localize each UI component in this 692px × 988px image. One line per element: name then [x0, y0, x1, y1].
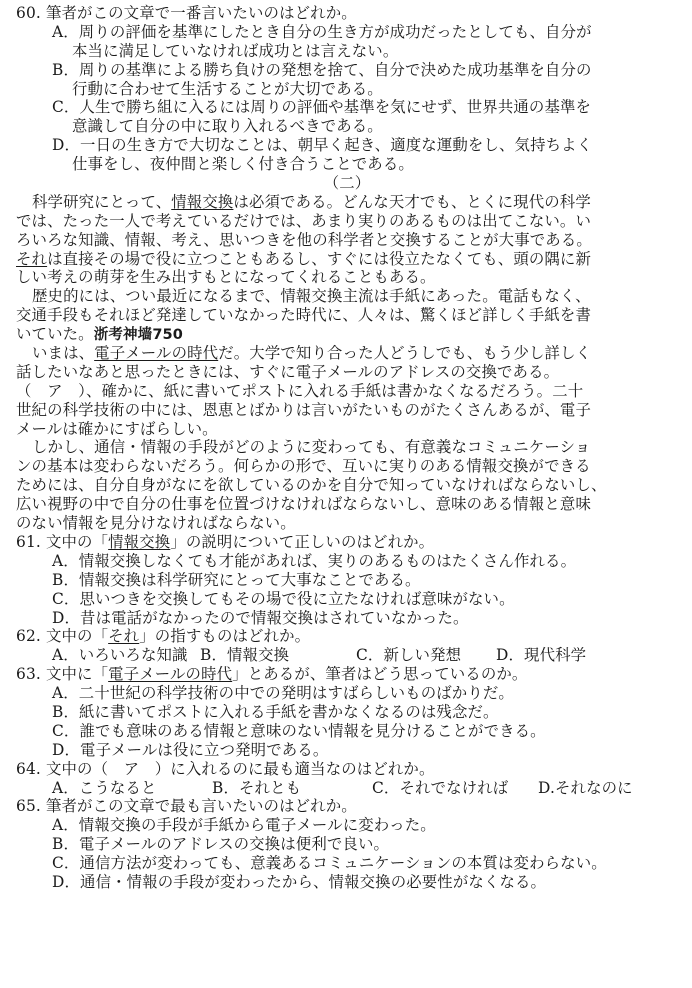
q61-stem: [16, 533, 678, 552]
passage-line: ンの基本は変わらないだろう。何らかの形で、互いに実りのある情報交換ができる: [16, 457, 591, 476]
q64-option-a: A．こうなると: [52, 778, 157, 797]
stem-text: 63. 文中に「: [16, 665, 109, 684]
passage-line: しかし、通信・情報の手段がどのように変わっても、有意義なコミュニケーショ: [32, 438, 591, 457]
q62-option-c: C．新しい発想: [356, 646, 462, 665]
passage-line: [16, 193, 678, 212]
underlined-term: それ: [108, 627, 140, 646]
q63-option-c: C．誰でも意味のある情報と意味のない情報を見分けることができる。: [52, 721, 546, 740]
underlined-term-denshi-mail: 電子メールの時代: [94, 344, 219, 363]
section-title: （二）: [323, 174, 371, 193]
q62-options-row: [16, 646, 678, 665]
q60-option-b: B．周りの基準による勝ち負けの発想を捨て、自分で決めた成功基準を自分の: [52, 60, 592, 79]
q62-stem: [16, 627, 678, 646]
q65-option-a: A．情報交換の手段が手紙から電子メールに変わった。: [52, 816, 436, 835]
q65-option-b: B．電子メールのアドレスの交換は便利で良い。: [52, 835, 390, 854]
q65-option-c: C．通信方法が変わっても、意義あるコミュニケーションの本質は変わらない。: [52, 854, 607, 873]
passage-text: は必須である。どんな天才でも、とくに現代の科学: [233, 192, 591, 211]
stem-text: 61. 文中の「: [16, 532, 109, 551]
passage-line: ろいろな知識、情報、考え、思いつきを他の科学者と交換することが大事である。: [16, 230, 592, 249]
passage-line: のない情報を見分けなければならない。: [16, 514, 296, 533]
passage-text: は直接その場で役に立つこともあるし、すぐには役立たなくても、頭の隅に新: [47, 249, 592, 268]
q60-stem: 60. 筆者がこの文章で一番言いたいのはどれか。: [16, 4, 357, 22]
q60-option-c-cont: 意識して自分の中に取り入れるべきである。: [72, 117, 383, 136]
passage-line: [16, 250, 678, 269]
q61-option-c: C．思いつきを交換してもその場で役に立たなければ意味がない。: [52, 589, 515, 608]
q63-option-b: B．紙に書いてポストに入れる手紙を書かなくなるのは残念だ。: [52, 702, 499, 721]
q64-option-c: C．それでなければ: [372, 778, 509, 797]
q60-option-a: A．周りの評価を基準にしたとき自分の生き方が成功だったとしても、自分が: [52, 22, 592, 41]
underlined-term-jouhou-koukan: 情報交換: [171, 192, 234, 211]
q62-option-d: D．現代科学: [496, 646, 587, 665]
q60-option-a-cont: 本当に満足していなければ成功とは言えない。: [72, 41, 399, 60]
passage-line: （ ア ）、確かに、紙に書いてポストに入れる手紙は書かなくなるだろう。二十: [16, 381, 584, 400]
q62-option-b: B．情報交換: [200, 646, 290, 665]
passage-line: しい考えの萌芽を生み出すもとになってくれることもある。: [16, 268, 436, 287]
q64-option-b: B．それとも: [212, 778, 302, 797]
passage-line: [16, 325, 678, 344]
q64-stem: 64. 文中の（ ア ）に入れるのに最も適当なのはどれか。: [16, 759, 435, 778]
q63-stem: [16, 665, 678, 684]
q60-option-b-cont: 行動に合わせて生活することが大切である。: [72, 79, 383, 98]
q60-option-c: C．人生で勝ち組に入るには周りの評価や基準を気にせず、世界共通の基準を: [52, 98, 592, 117]
q65-stem: 65. 筆者がこの文章で最も言いたいのはどれか。: [16, 797, 357, 816]
passage-line: では、たった一人で考えているだけでは、あまり実りのあるものは出てこない。い: [16, 211, 592, 230]
underlined-term-sore: それ: [16, 249, 48, 268]
passage-text: だ。大学で知り合った人どうしでも、もう少し詳しく: [218, 344, 592, 363]
q61-option-a: A．情報交換しなくても才能があれば、実りのあるものはたくさん作れる。: [52, 551, 577, 570]
stem-text: 」の説明について正しいのはどれか。: [170, 532, 435, 551]
q65-option-d: D．通信・情報の手段が変わったから、情報交換の必要性がなくなる。: [52, 872, 547, 891]
passage-line: 歴史的には、つい最近になるまで、情報交換主流は手紙にあった。電話もなく、: [32, 287, 591, 306]
q61-option-b: B．情報交換は科学研究にとって大事なことである。: [52, 570, 421, 589]
passage-line: 話したいなあと思ったときには、すぐに電子メールのアドレスの交換である。: [16, 362, 560, 381]
passage-line: 世紀の科学技術の中には、恩恵とばかりは言いがたいものがたくさんあるが、電子: [16, 400, 592, 419]
passage-line: メールは確かにすばらしい。: [16, 419, 218, 438]
q64-options-row: [16, 779, 678, 798]
underlined-term: 電子メールの時代: [108, 665, 233, 684]
q64-option-d: D.それなのに: [538, 778, 633, 797]
underlined-term: 情報交換: [108, 532, 171, 551]
passage-line: 交通手段もそれほど発達していなかった時代に、人々は、驚くほど詳しく手紙を書: [16, 306, 592, 325]
passage-text: 科学研究にとって、: [32, 192, 172, 211]
passage-text: いていた。: [16, 325, 94, 344]
passage-line: 広い視野の中で自分の仕事を位置づけなければならないし、意味のある情報と意味: [16, 495, 592, 514]
passage-text: いまは、: [32, 344, 95, 363]
q60-option-d-cont: 仕事をし、夜仲間と楽しく付き合うことである。: [72, 155, 414, 174]
q62-option-a: A．いろいろな知識: [52, 646, 188, 665]
q63-option-d: D．電子メールは役に立つ発明である。: [52, 740, 329, 759]
watermark-text: 浙考神墙750: [93, 327, 184, 344]
stem-text: 」の指すものはどれか。: [139, 627, 311, 646]
q60-option-d: D．一日の生き方で大切なことは、朝早く起き、適度な運動をし、気持ちよく: [52, 136, 593, 155]
stem-text: 」とあるが、筆者はどう思っているのか。: [232, 665, 528, 684]
q63-option-a: A．二十世紀の科学技術の中での発明はすばらしいものばかりだ。: [52, 684, 514, 703]
passage-line: ためには、自分自身がなにを欲しているのかを自分で知っていなければならないし、: [16, 476, 607, 495]
passage-line: [16, 344, 678, 363]
q61-option-d: D．昔は電話がなかったので情報交換はされていなかった。: [52, 608, 469, 627]
stem-text: 62. 文中の「: [16, 627, 109, 646]
